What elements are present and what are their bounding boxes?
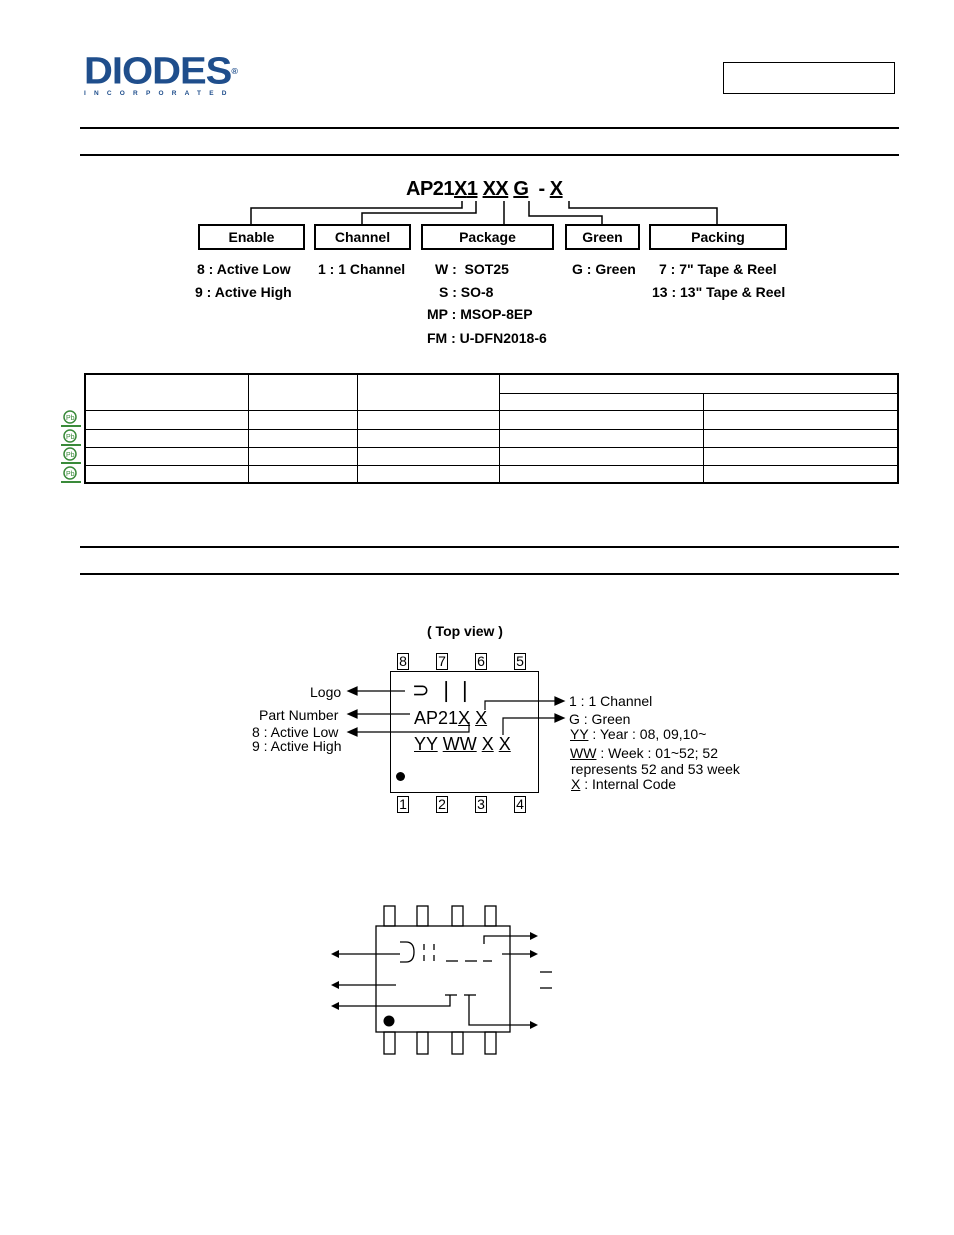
pin-label: 4 [514,796,526,813]
green-label: G : Green [569,711,631,727]
channel-option-1: 1 : 1 Channel [318,261,406,277]
green-code: G [513,178,529,200]
pin-label: 8 [397,653,409,670]
enable-digit: X [454,178,467,200]
week-label-2: represents 52 and 53 week [571,761,740,777]
package-option-2: S : SO-8 [439,284,494,300]
week-label: WW : Week : 01~52; 52 [570,745,718,761]
year-label: YY : Year : 08, 09,10~ [570,726,707,742]
pin-label: 7 [436,653,448,670]
part-number-code: AP21X1 XX G - X [406,178,563,200]
marking-logo-glyph: ⊃ ❘❘ [412,679,475,702]
packing-option-1: 7 : 7" Tape & Reel [659,261,777,277]
svg-text:Pb: Pb [66,471,75,478]
green-box: Green [565,224,640,250]
package-option-1: W : SOT25 [435,261,509,277]
enable-option-2: 9 : Active High [195,284,292,300]
enable-option-1: 8 : Active Low [197,261,291,277]
marking-line-1: AP21X X [414,708,488,728]
logo-text: DIODES [84,50,232,92]
svg-text:Pb: Pb [66,415,75,422]
pin-label: 2 [436,796,448,813]
svg-text:Pb: Pb [66,452,75,459]
pin-label: 3 [475,796,487,813]
marking-line-2: YY WW X X [414,734,511,754]
so8-marking-diagram [320,900,560,1060]
package-box: Package [421,224,554,250]
channel-digit: 1 [466,178,478,200]
top-view-label: ( Top view ) [427,623,503,639]
green-option-1: G : Green [572,261,636,277]
svg-text:Pb: Pb [66,434,75,441]
pin-label: 1 [397,796,409,813]
logo-registered: ® [231,66,237,76]
channel-box: Channel [314,224,411,250]
packing-box: Packing [649,224,787,250]
package-option-4: FM : U-DFN2018-6 [427,330,547,346]
internal-code-label: X : Internal Code [571,776,677,792]
channel-label: 1 : 1 Channel [569,693,653,709]
enable-box: Enable [198,224,305,250]
active-high-label: 9 : Active High [252,738,342,754]
logo-label: Logo [310,684,342,700]
pin-label: 6 [475,653,487,670]
logo-subtitle: INCORPORATED [84,90,235,97]
packing-option-2: 13 : 13" Tape & Reel [652,284,786,300]
part-number-label: Part Number [259,707,339,723]
package-option-3: MP : MSOP-8EP [427,306,533,322]
pin-label: 5 [514,653,526,670]
package-code: XX [482,178,509,200]
active-low-label: 8 : Active Low [252,724,339,740]
packing-code: X [549,178,563,200]
